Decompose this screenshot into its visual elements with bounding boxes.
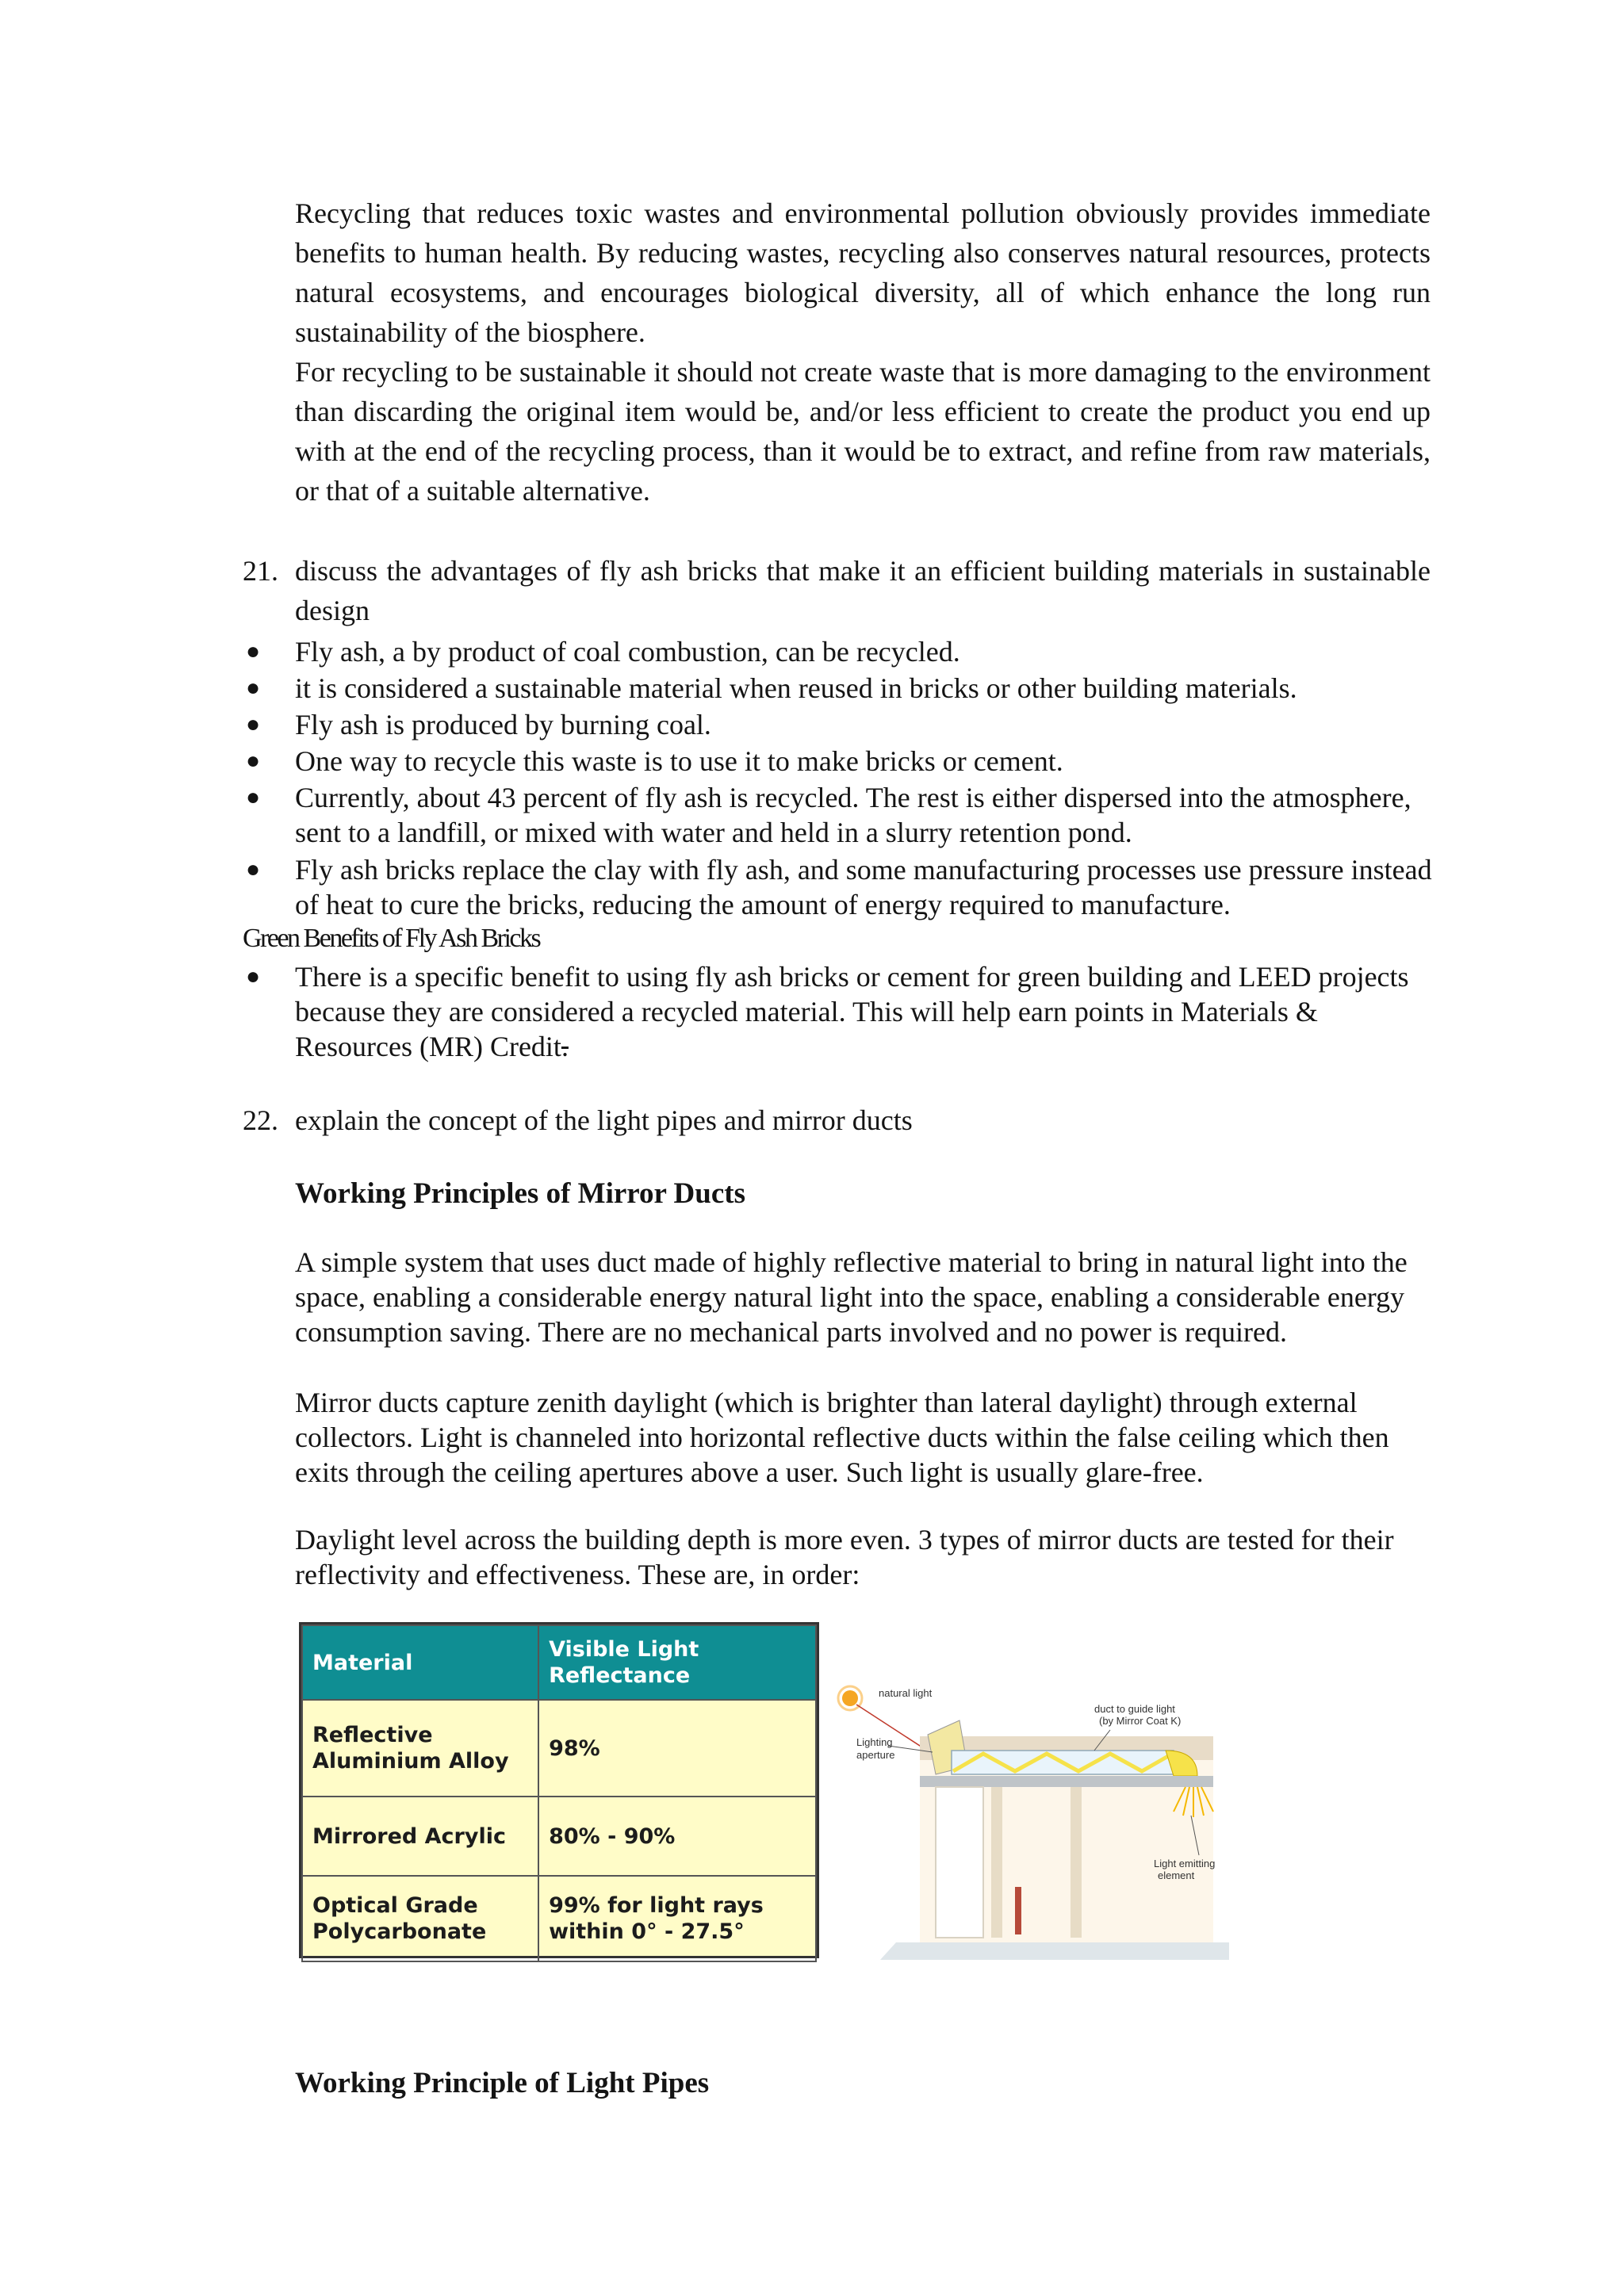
diagram-label-aperture: aperture — [856, 1749, 895, 1761]
false-ceiling — [920, 1776, 1213, 1787]
question-number-22: 22. — [243, 1104, 278, 1136]
mirror-duct-diagram — [833, 1673, 1237, 1966]
table-row — [302, 1700, 816, 1797]
diagram-label-natural-light: natural light — [879, 1687, 933, 1699]
question-22-text: explain the concept of the light pipes and mirror ducts — [295, 1104, 913, 1136]
table-cell-value: 98% — [538, 1700, 816, 1797]
question-number-21: 21. — [243, 555, 278, 587]
door-frame — [1015, 1887, 1021, 1934]
mirror-ducts-paragraph-2: Mirror ducts capture zenith daylight (which is brighter than lateral daylight) through external collectors. Light is channeled into horizontal reflective ducts within the false ceiling which then exits through the ceiling apertures above a user. Such light is usually glare-free. — [295, 1387, 1389, 1488]
question-21-text: discuss the advantages of fly ash bricks that make it an efficient building materials in sustainable design — [295, 555, 1431, 626]
bullet-icon: ● — [246, 638, 261, 664]
floor-slab — [880, 1942, 1229, 1960]
bullet-icon: ● — [246, 963, 261, 989]
table-row — [302, 1876, 816, 1961]
mirror-ducts-heading: Working Principles of Mirror Ducts — [295, 1177, 745, 1210]
table-cell-material: Reflective Aluminium Alloy — [302, 1700, 538, 1797]
green-benefits-subheading: Green Benefits of Fly Ash Bricks — [243, 924, 540, 953]
table-cell-material: Optical Grade Polycarbonate — [302, 1876, 538, 1961]
window-panel — [936, 1787, 983, 1938]
reflectance-table — [299, 1622, 819, 1958]
table-cell-material: Mirrored Acrylic — [302, 1797, 538, 1876]
table-cell-value: 80% - 90% — [538, 1797, 816, 1876]
table-cell-value: 99% for light rays within 0° - 27.5° — [538, 1876, 816, 1961]
column — [1071, 1787, 1082, 1938]
diagram-label-light-emitting: Light emitting — [1154, 1858, 1216, 1869]
diagram-label-duct: duct to guide light — [1094, 1703, 1175, 1715]
diagram-label-lighting: Lighting — [856, 1736, 893, 1748]
mirror-ducts-paragraph-3: Daylight level across the building depth is more even. 3 types of mirror ducts are tested for their reflectivity and effectiveness. These are, in order: — [295, 1524, 1394, 1590]
bullet-icon: ● — [246, 856, 261, 882]
bullet-icon: ● — [246, 675, 261, 701]
paragraph-recycling-benefits: Recycling that reduces toxic wastes and environmental pollution obviously provides immediate benefits to human health. By reducing wastes, recycling also conserves natural resources, protects natural ecosystems, and encourages biological diversity, all of which enhance the long run sustainability of the biosphere. — [295, 197, 1431, 348]
diagram-label-duct-material: (by Mirror Coat K) — [1099, 1715, 1182, 1727]
table-header-material: Material — [302, 1625, 538, 1700]
light-pipes-heading: Working Principle of Light Pipes — [295, 2067, 710, 2099]
bullet-icon: ● — [246, 748, 261, 774]
document-page: Recycling that reduces toxic wastes and environmental pollution obviously provides immediate benefits to human health. By reducing wastes, recycling also conserves natural resources, protects natural ecosystems, and encourages biological diversity, all of which enhance the long run sustainability of the biosphere. For recycling to be sustainable it should not create waste that is more damaging to the environment than discarding the original item would be, and/or less efficient to create the product you end up with at the end of the recycling process, than it would be to extract, and refine from raw materials, or that of a suitable alternative. 21. discuss the advantages of fly ash bricks that make it an efficient building materials in sustainable design ● Fly ash, a by product of coal combustion, can be recycled. ● it is considered a sustainable material when reused in bricks or other building materials. ● Fly ash is produced by burning coal. ● One way to recycle this waste is to use it to make bricks or cement. ● Currently, about 43 percent of fly ash is recycled. The rest is either dispersed into the atmosphere, sent to a landfill, or mixed with water and held in a slurry retention pond. ● Fly ash bricks replace the clay with fly ash, and some manufacturing processes use pressure instead of heat to cure the bricks, reducing the amount of energy required to manufacture. Green Benefits of Fly Ash Bricks ● There is a specific benefit to using fly ash bricks or cement for green building and LEED projects because they are considered a recycled material. This will help earn points in Materials & Resources (MR) Credit. 22. explain the concept of the light pipes and mirror ducts Working Principles of Mirror Ducts A simple system that uses duct made of highly reflective material to bring in natural light into the space, enabling a considerable energy natural light into the space, enabling a considerable energy consumption saving. There are no mechanical parts involved and no power is required. Mirror ducts capture zenith daylight (which is brighter than lateral daylight) through external collectors. Light is channeled into horizontal reflective ducts within the false ceiling which then exits through the ceiling apertures above a user. Such light is usually glare-free. Daylight level across the building depth is more even. 3 types of mirror ducts are tested for their reflectivity and effectiveness. These are, in order: Material Visible Light Reflectance Reflective Aluminium Alloy 98% Mirrored Acrylic 80% - 90% Optical Grade Polycarbonate 99% for light rays within 0° - 27.5° natural light duct to guide light (by Mirror Coat K) Lighting aperture Light emitting element Working Principle of Light Pipes — [0, 0, 1624, 2296]
diagram-label-element: element — [1158, 1869, 1195, 1881]
paragraph-recycling-sustainability: For recycling to be sustainable it should not create waste that is more damaging to the environment than discarding the original item would be, and/or less efficient to create the product you end up with at the end of the recycling process, than it would be to extract, and refine from raw materials, or that of a suitable alternative. — [295, 356, 1431, 507]
bullet-icon: ● — [246, 784, 261, 810]
table-header-reflectance: Visible Light Reflectance — [538, 1625, 816, 1700]
sun-icon — [842, 1690, 858, 1706]
mirror-ducts-paragraph-1: A simple system that uses duct made of highly reflective material to bring in natural light into the space, enabling a considerable energy natural light into the space, enabling a considerable energy consumption saving. There are no mechanical parts involved and no power is required. — [295, 1246, 1408, 1348]
table-row — [302, 1797, 816, 1876]
bullet-icon: ● — [246, 711, 261, 737]
column — [991, 1787, 1002, 1938]
